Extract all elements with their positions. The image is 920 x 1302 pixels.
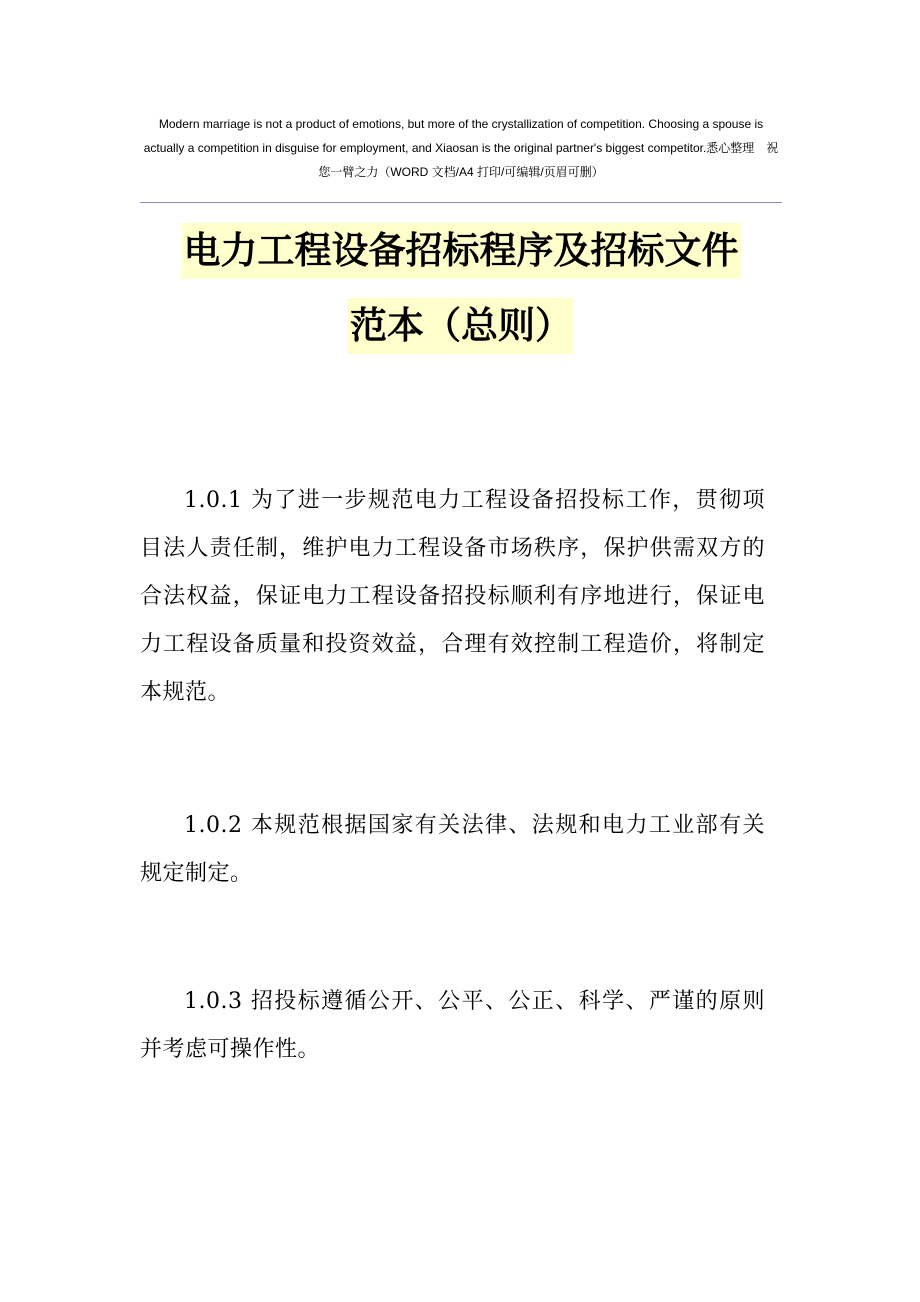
title-line-1: 电力工程设备招标程序及招标文件 <box>182 223 741 279</box>
paragraph-1-0-1: 1.0.1 为了进一步规范电力工程设备招投标工作，贯彻项目法人责任制，维护电力工程设备市场秩序，保护供需双方的合法权益，保证电力工程设备招投标顺利有序地进行，保证电力工程设备质量和投资效益，合理有效控制工程造价，将制定本规范。 <box>140 488 765 705</box>
header-divider <box>140 202 782 203</box>
header-text: Modern marriage is not a product of emotions, but more of the crystallization of competition. Choosing a spouse is actually a competition in disguise for employment, and Xiaosan is the original partner's biggest competitor.悉心整理 祝您一臂之力（WORD 文档/A4 打印/可编辑/页眉可删） <box>143 117 779 179</box>
paragraph-1-0-3: 1.0.3 招投标遵循公开、公平、公正、科学、严谨的原则并考虑可操作性。 <box>140 989 765 1062</box>
page-header <box>140 112 782 184</box>
document-title <box>140 214 782 364</box>
title-line-2: 范本（总则） <box>348 298 574 354</box>
paragraph-1-0-2: 1.0.2 本规范根据国家有关法律、法规和电力工业部有关规定制定。 <box>140 813 765 886</box>
